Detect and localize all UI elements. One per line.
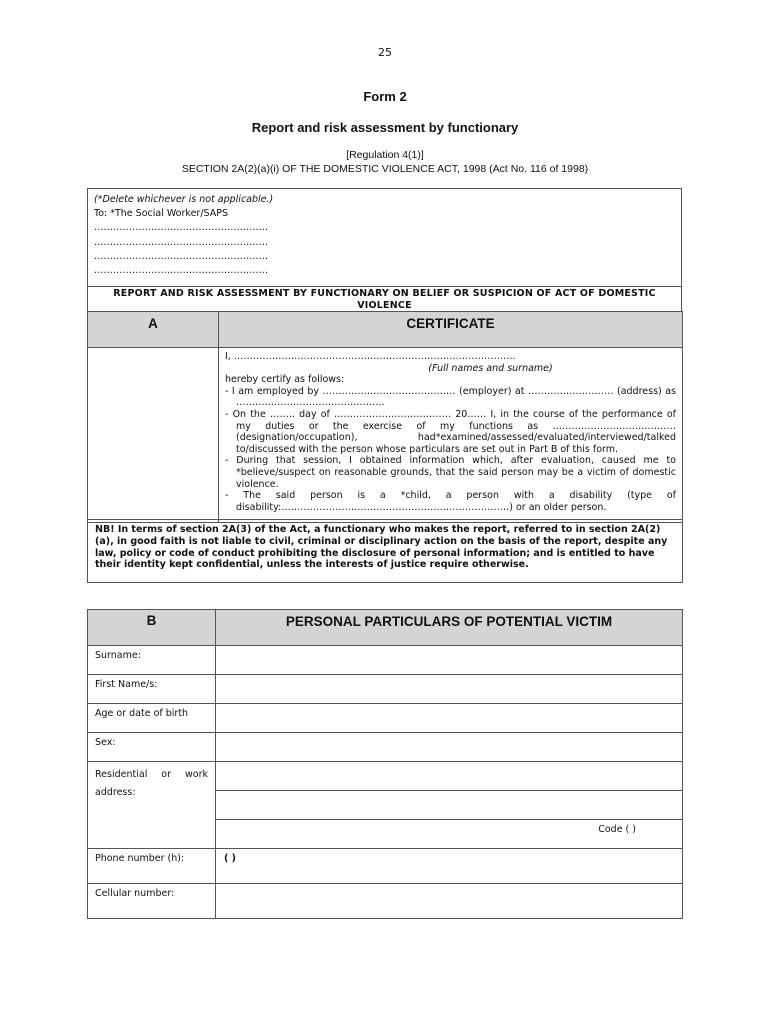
certify-item: - During that session, I obtained information which, after evaluation, caused me to *believe/suspect on reasonable grounds, that the said person may be a victim of domestic violence. (225, 455, 676, 490)
address-block (87, 188, 682, 286)
particulars-table (87, 609, 683, 919)
sex-field[interactable] (216, 733, 683, 762)
section-a-blank (88, 348, 219, 523)
sex-label: Sex: (88, 733, 216, 762)
certify-item: - The said person is a *child, a person with a disability (type of disability:………………………………………………………………) or an older person. (225, 490, 676, 513)
address-field-line-2[interactable] (216, 791, 683, 820)
certificate-table (87, 311, 683, 523)
delete-note: (*Delete whichever is not applicable.) (94, 194, 274, 205)
cellular-label: Cellular number: (88, 884, 216, 919)
phone-label: Phone number (h): (88, 849, 216, 884)
blank-line: ………………………………………………. (94, 222, 269, 234)
blank-line: ………………………………………………. (94, 236, 269, 248)
to-line: To: *The Social Worker/SAPS (94, 208, 228, 220)
nb-notice: NB! In terms of section 2A(3) of the Act, a functionary who makes the report, referred to in section 2A(2)(a), in good faith is not liable to civil, criminal or disciplinary action on the basis of the report, despite any law, policy or code of conduct prohibiting the disclosure of personal information; and is entitled to have their identity kept confidential, unless the interests of justice require otherwise. (87, 519, 683, 583)
postal-code-field[interactable]: Code ( ) (216, 820, 683, 849)
report-heading: REPORT AND RISK ASSESSMENT BY FUNCTIONARY ON BELIEF OR SUSPICION OF ACT OF DOMESTIC VIOLENCE (87, 286, 682, 311)
section-a-letter: A (88, 312, 219, 348)
regulation-reference: [Regulation 4(1)] (346, 149, 424, 161)
first-names-field[interactable] (216, 675, 683, 704)
surname-field[interactable] (216, 646, 683, 675)
address-field-line-1[interactable] (216, 762, 683, 791)
page-number: 25 (378, 46, 392, 59)
section-reference: SECTION 2A(2)(a)(i) OF THE DOMESTIC VIOLENCE ACT, 1998 (Act No. 116 of 1998) (181, 163, 589, 175)
certificate-title: CERTIFICATE (219, 312, 683, 348)
form-number: Form 2 (363, 89, 407, 104)
name-line: I, …………………………………………………………………………….. (225, 351, 516, 362)
particulars-title: PERSONAL PARTICULARS OF POTENTIAL VICTIM (216, 610, 683, 646)
age-label: Age or date of birth (88, 704, 216, 733)
phone-field[interactable]: ( ) (216, 849, 683, 884)
address-label: Residential or work address: (88, 762, 216, 849)
age-field[interactable] (216, 704, 683, 733)
cellular-field[interactable] (216, 884, 683, 919)
form-title: Report and risk assessment by functionary (251, 120, 519, 135)
first-names-label: First Name/s: (88, 675, 216, 704)
blank-line: ………………………………………………. (94, 250, 269, 262)
name-hint: (Full names and surname) (428, 362, 553, 374)
surname-label: Surname: (88, 646, 216, 675)
section-b-letter: B (88, 610, 216, 646)
certificate-body (219, 348, 683, 523)
certify-text: hereby certify as follows: (225, 374, 345, 386)
certify-item: - On the …….. day of ………………………………. 20…… I, in the course of the performance of my duties or the exercise of my functions as ………………………………… (designation/occupation), had*examined/assessed/evaluated/interviewed/talked to/discussed with the person whose particulars are set out in Part B of this form. (225, 408, 676, 455)
certify-item: - I am employed by …………………………………… (employer) at ……………………… (address) as ……………………………………….. (225, 385, 676, 409)
blank-line: ………………………………………………. (94, 265, 269, 277)
